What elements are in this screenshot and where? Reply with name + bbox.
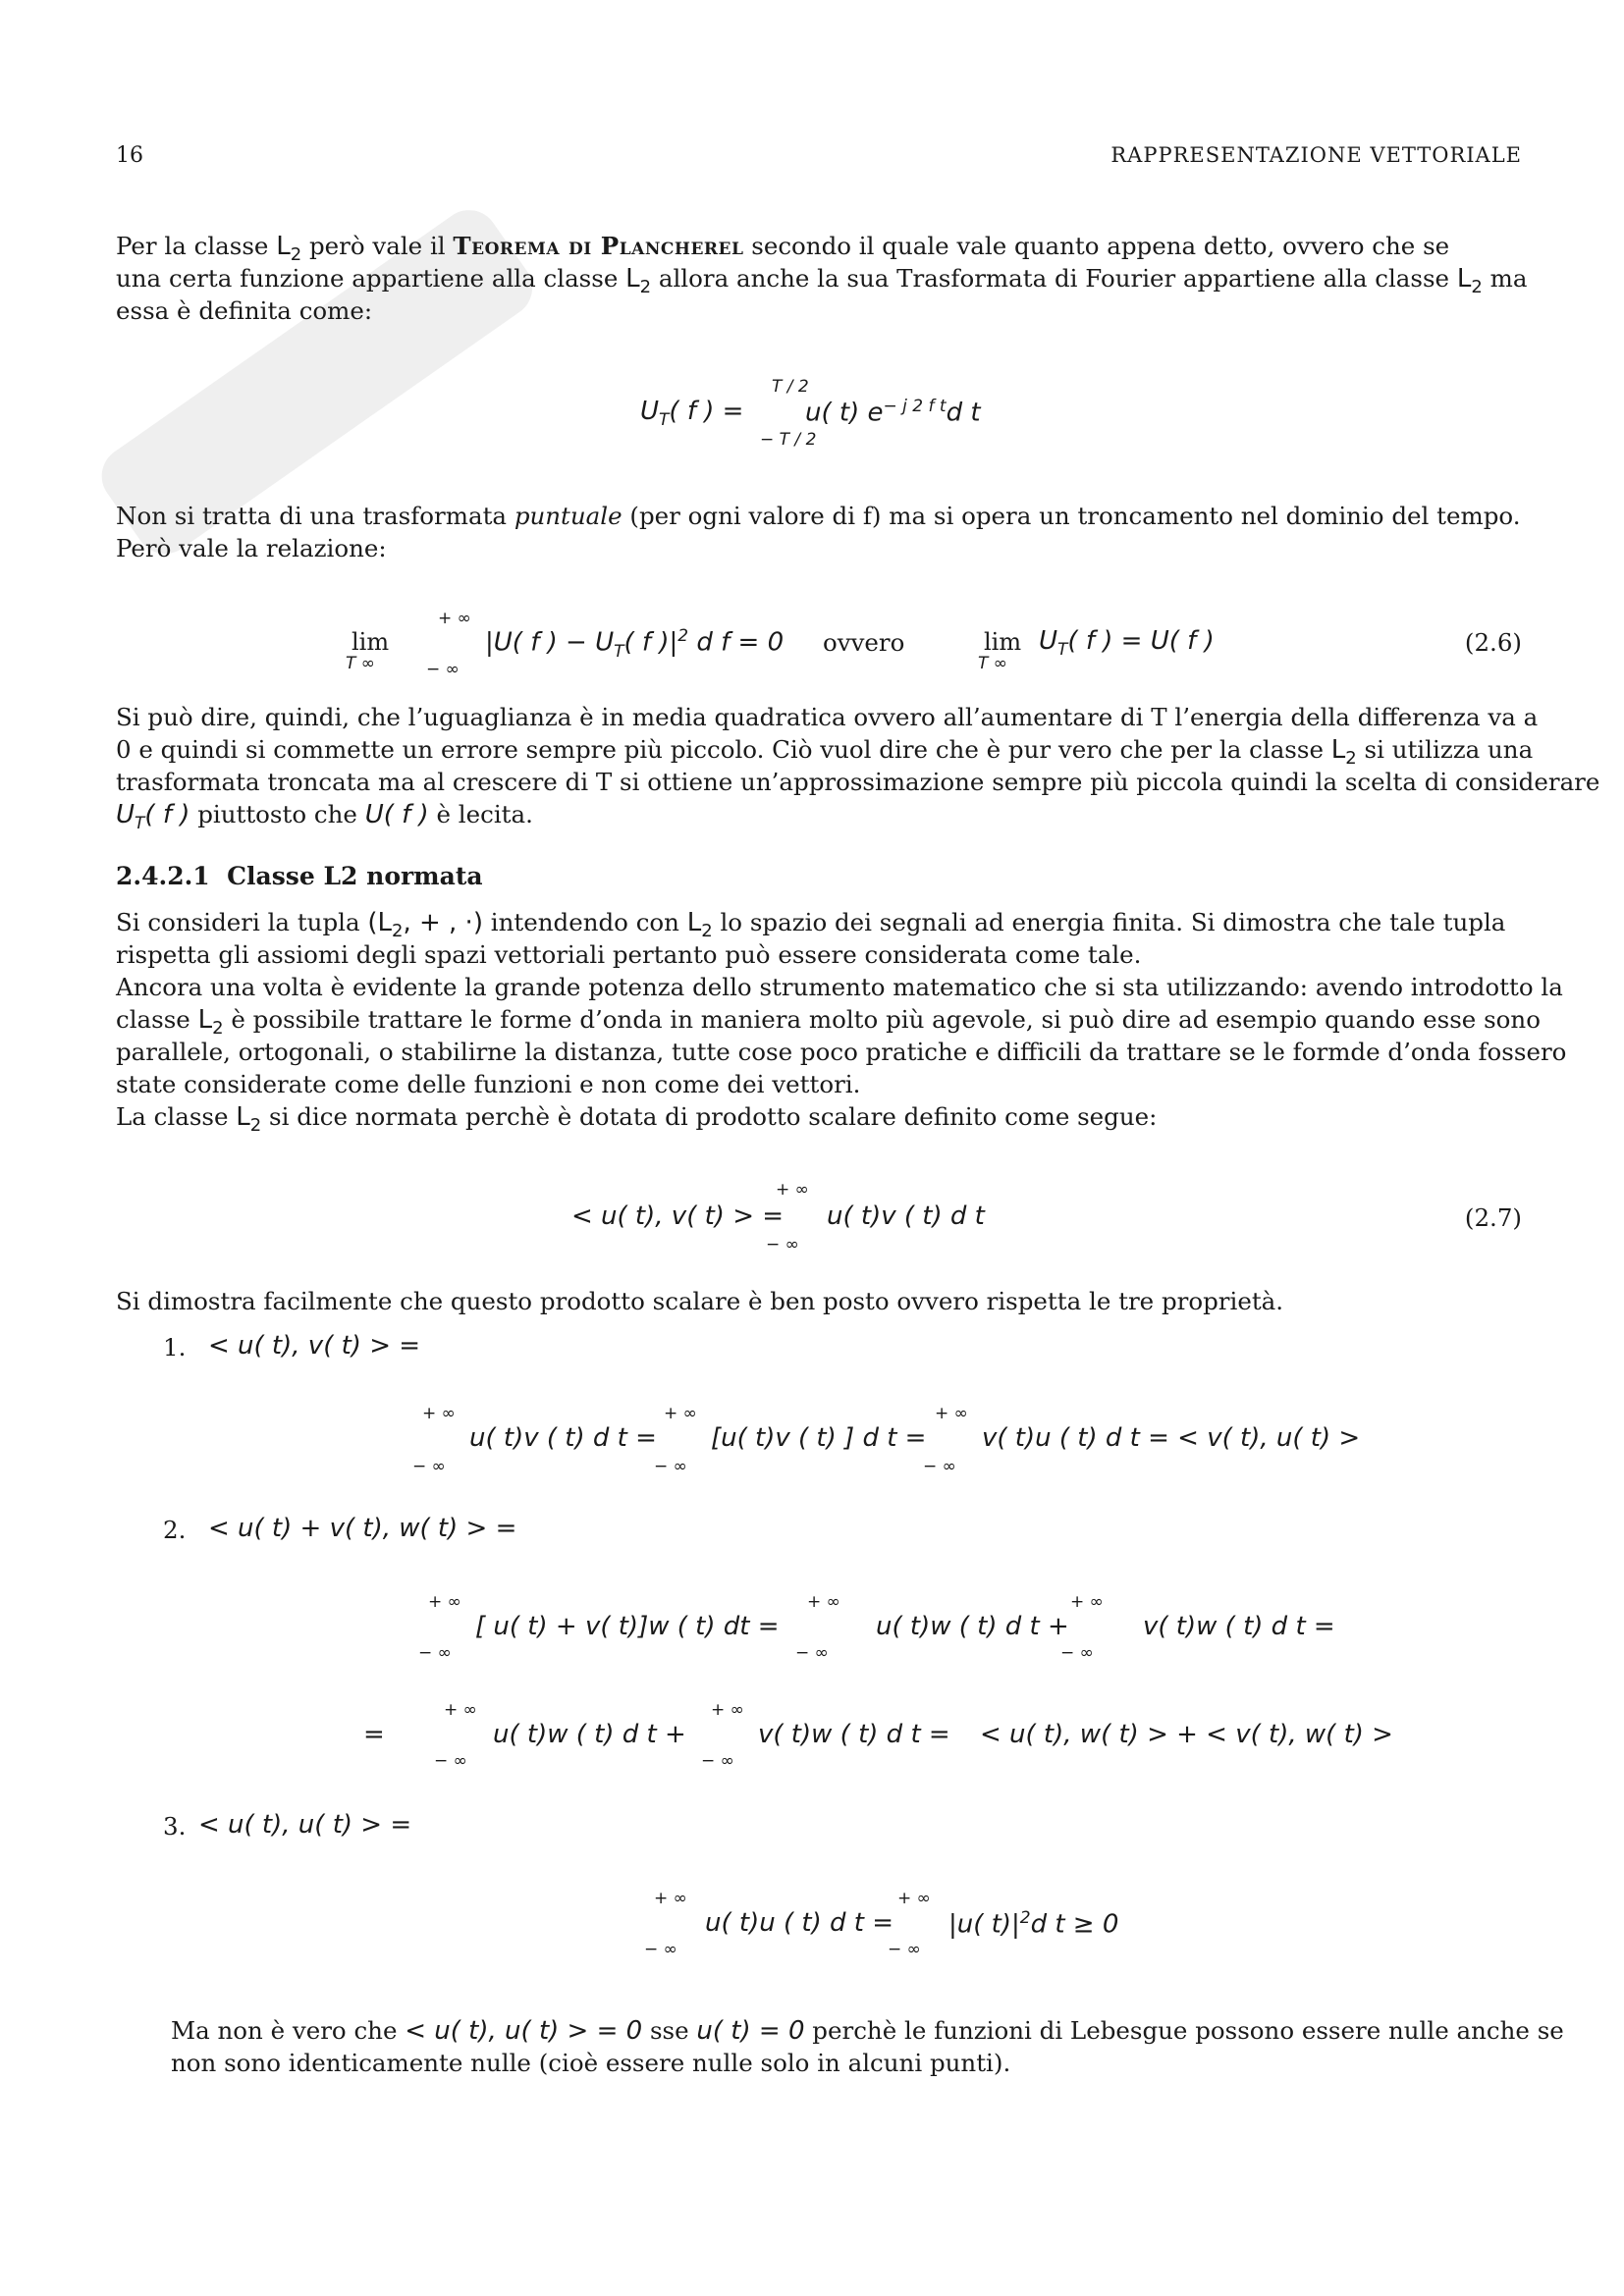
para4-line5: parallele, ortogonali, o stabilirne la distanza, tutte cose poco pratiche e difficili da trattare se le formde d’onda fossero [116, 1038, 1567, 1066]
prop2-r1-lower-1: − ∞ [418, 1643, 452, 1663]
para4-line6: state considerate come delle funzioni e non come dei vettori. [116, 1070, 861, 1098]
eq26-number: (2.6) [1464, 628, 1522, 657]
eq1-upper-limit: T / 2 [772, 377, 809, 397]
running-title: RAPPRESENTAZIONE VETTORIALE [1110, 143, 1522, 167]
para2-line1: Non si tratta di una trasformata puntuale (per ogni valore di f) ma si opera un troncamento nel dominio del tempo. [116, 502, 1521, 530]
prop1-upper-1: + ∞ [422, 1404, 456, 1423]
eq27-upper-limit: + ∞ [776, 1180, 809, 1200]
para1-line2: una certa funzione appartiene alla classe $L_2$ allora anche la sua Trasformata di Fourier appartiene alla classe $L_2$ ma [116, 264, 1528, 297]
prop2-r2-upper-1: + ∞ [444, 1700, 477, 1720]
para3-line2: 0 e quindi si commette un errore sempre più piccolo. Ciò vuol dire che è pur vero che per la classe $L_2$ si utilizza una [116, 735, 1534, 769]
prop2-r1-upper-1: + ∞ [428, 1592, 461, 1612]
prop1-upper-3: + ∞ [935, 1404, 968, 1423]
prop2-r1-upper-2: + ∞ [807, 1592, 840, 1612]
prop3-lower-2: − ∞ [888, 1940, 921, 1959]
prop2-r1-upper-3: + ∞ [1070, 1592, 1104, 1612]
para5-line1: Si dimostra facilmente che questo prodotto scalare è ben posto ovvero rispetta le tre proprietà. [116, 1287, 1284, 1315]
theorem-name: Teorema di Plancherel [453, 232, 744, 260]
para3-line1: Si può dire, quindi, che l’uguaglianza è in media quadratica ovvero all’aumentare di T l’energia della differenza va a [116, 703, 1539, 731]
section-heading [116, 862, 483, 890]
prop2-r1-term1: [ u( t) + v( t)]w ( t) dt = [475, 1612, 780, 1641]
prop1-lower-1: − ∞ [412, 1457, 446, 1476]
prop2-r2-lower-1: − ∞ [434, 1751, 467, 1771]
para6-line2: non sono identicamente nulle (cioè essere nulle solo in alcuni punti). [171, 2049, 1011, 2077]
eq26-rhs: $U_T$( f ) = U( f ) [1039, 626, 1215, 661]
para4-line2: rispetta gli assiomi degli spazi vettoriali pertanto può essere considerata come tale. [116, 940, 1142, 969]
prop1-term3: v( t)u ( t) d t = < v( t), u( t) > [982, 1423, 1361, 1453]
prop3-label: 3. [163, 1812, 187, 1841]
prop2-r1-term2: u( t)w ( t) d t + [876, 1612, 1069, 1641]
prop1-term1: u( t)v ( t) d t = [469, 1423, 657, 1453]
prop2-r2-upper-2: + ∞ [711, 1700, 744, 1720]
para4-line3: Ancora una volta è evidente la grande potenza dello strumento matematico che si sta utilizzando: avendo introdotto la [116, 973, 1563, 1001]
prop2-lhs: < u( t) + v( t), w( t) > = [208, 1514, 517, 1543]
prop1-lower-2: − ∞ [654, 1457, 687, 1476]
prop2-r2-term1: u( t)w ( t) d t + [493, 1720, 686, 1749]
prop2-r1-lower-2: − ∞ [795, 1643, 829, 1663]
eq27-lhs: < u( t), v( t) > = [571, 1201, 785, 1231]
para4-line4: classe $L_2$ è possibile trattare le forme d’onda in maniera molto più agevole, si può dire ad esempio quando esse sono [116, 1005, 1541, 1039]
eq27-lower-limit: − ∞ [766, 1235, 799, 1255]
prop2-r2-term3: < u( t), w( t) > + < v( t), w( t) > [980, 1720, 1393, 1749]
prop2-r1-term3: v( t)w ( t) d t = [1143, 1612, 1335, 1641]
prop1-upper-2: + ∞ [664, 1404, 697, 1423]
prop2-r2-equals: = [363, 1720, 385, 1749]
prop1-term2: [u( t)v ( t) ] d t = [711, 1423, 927, 1453]
prop2-label: 2. [163, 1516, 187, 1544]
para3-line4: $U_T$( f ) piuttosto che U( f ) è lecita. [116, 800, 533, 833]
eq27-integrand: u( t)v ( t) d t [827, 1201, 985, 1231]
eq27-number: (2.7) [1464, 1203, 1522, 1232]
para4-line1: Si consideri la tupla ($L_2$, + , ·) intendendo con $L_2$ lo spazio dei segnali ad energia finita. Si dimostra che tale tupla [116, 908, 1506, 941]
prop2-r2-lower-2: − ∞ [701, 1751, 734, 1771]
page-number: 16 [116, 143, 143, 168]
prop2-r2-term2: v( t)w ( t) d t = [758, 1720, 950, 1749]
section-title: Classe L2 normata [227, 862, 483, 890]
eq26-lower-limit: − ∞ [426, 660, 460, 679]
eq26-ovvero: ovvero [823, 628, 905, 657]
prop2-r1-lower-3: − ∞ [1060, 1643, 1094, 1663]
prop1-lhs: < u( t), v( t) > = [208, 1331, 421, 1361]
prop3-upper-1: + ∞ [654, 1889, 687, 1908]
eq26-lim2: lim [984, 628, 1022, 656]
para6-line1: Ma non è vero che < u( t), u( t) > = 0 sse u( t) = 0 perchè le funzioni di Lebesgue possono essere nulle anche se [171, 2016, 1564, 2046]
para3-line3: trasformata troncata ma al crescere di T si ottiene un’approssimazione sempre più piccola quindi la scelta di considerare [116, 768, 1600, 796]
eq26-lim2-sub: T ∞ [978, 654, 1007, 673]
eq1-lhs: $U_T$( f ) = [640, 397, 744, 431]
para1-line1: Per la classe $L_2$ però vale il Teorema di Plancherel secondo il quale vale quanto appena detto, ovvero che se [116, 232, 1450, 265]
prop1-label: 1. [163, 1333, 187, 1362]
section-number: 2.4.2.1 [116, 862, 210, 890]
para2-line2: Però vale la relazione: [116, 534, 387, 562]
prop3-upper-2: + ∞ [897, 1889, 931, 1908]
prop1-lower-3: − ∞ [923, 1457, 956, 1476]
eq26-integrand: |U( f ) − $U_T$( f )$|^2$ d f = 0 [485, 626, 785, 662]
eq26-upper-limit: + ∞ [438, 609, 471, 628]
prop3-lower-1: − ∞ [644, 1940, 677, 1959]
prop3-term1: u( t)u ( t) d t = [705, 1908, 893, 1938]
eq26-lim: lim [352, 628, 390, 656]
eq26-lim-sub: T ∞ [346, 654, 375, 673]
eq1-integrand: u( t) $e^{- j 2 f t}d$ t [805, 397, 981, 428]
prop3-term2: |u( $t)|^2d$ t ≥ 0 [948, 1908, 1119, 1940]
para1-line3: essa è definita come: [116, 296, 373, 325]
prop3-lhs: < u( t), u( t) > = [198, 1810, 412, 1840]
para4-line7: La classe $L_2$ si dice normata perchè è dotata di prodotto scalare definito come segue: [116, 1102, 1158, 1136]
eq1-lower-limit: − T / 2 [760, 430, 817, 450]
